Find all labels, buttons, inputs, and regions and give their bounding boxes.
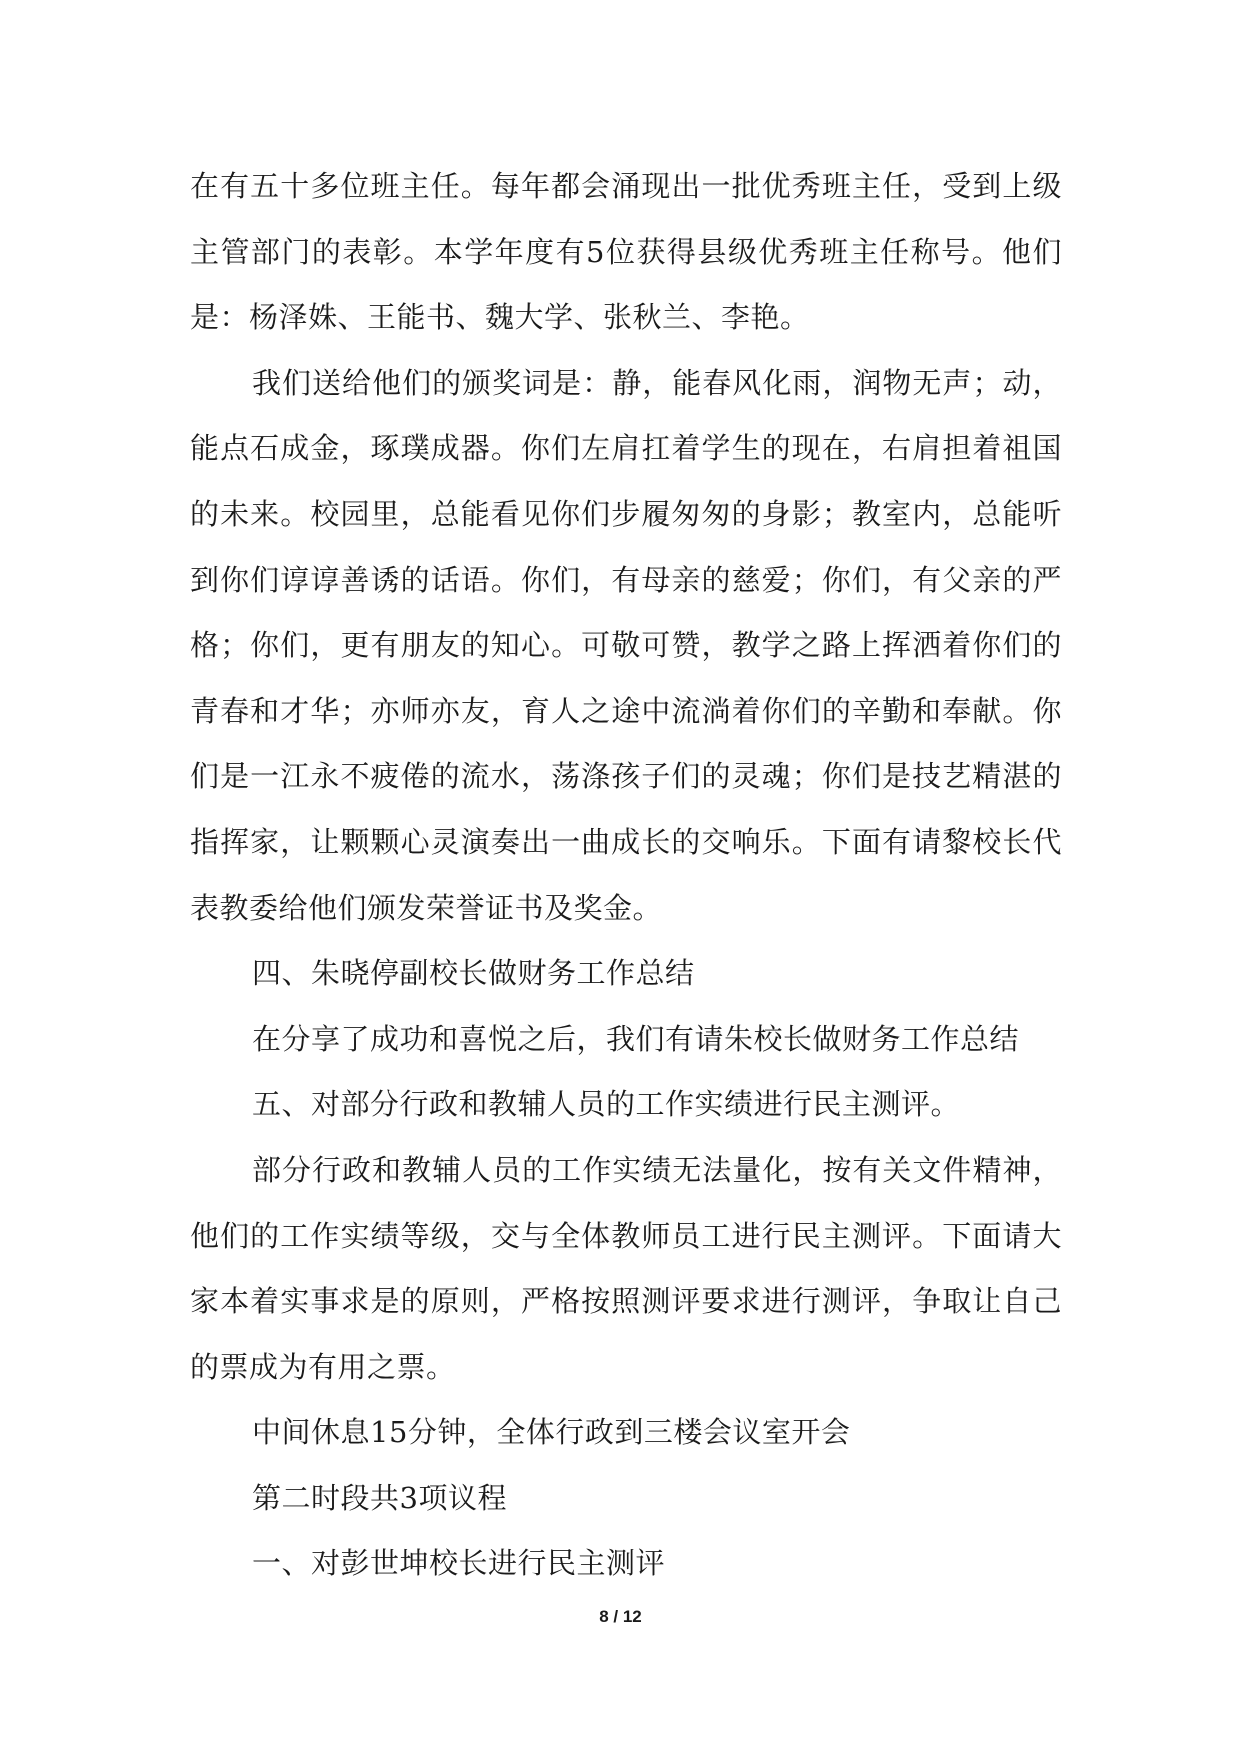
paragraph-second-session: 第二时段共3项议程 [252,1480,507,1515]
paragraph-award-speech: 我们送给他们的颁奖词是：静，能春风化雨，润物无声；动，能点石成金，琢璞成器。你们左肩扛着学生的现在，右肩担着祖国的未来。校园里，总能看见你们步履匆匆的身影；教室内，总能听到你们谆谆善诱的话语。你们，有母亲的慈爱；你们，有父亲的严格；你们，更有朋友的知心。可敬可赞，教学之路上挥洒着你们的青春和才华；亦师亦友，育人之途中流淌着你们的辛勤和奉献。你们是一江永不疲倦的流水，荡涤孩子们的灵魂；你们是技艺精湛的指挥家，让颗颗心灵演奏出一曲成长的交响乐。下面有请黎校长代表教委给他们颁发荣誉证书及奖金。 [190,365,1062,925]
paragraph-break-notice: 中间休息15分钟，全体行政到三楼会议室开会 [252,1415,851,1450]
agenda-item-finance-summary: 四、朱晓停副校长做财务工作总结 [252,956,695,991]
document-body [190,154,1062,1597]
agenda-item-staff-evaluation: 五、对部分行政和教辅人员的工作实绩进行民主测评。 [252,1087,961,1122]
paragraph-evaluation-instructions: 部分行政和教辅人员的工作实绩无法量化，按有关文件精神，他们的工作实绩等级，交与全体教师员工进行民主测评。下面请大家本着实事求是的原则，严格按照测评要求进行测评，争取让自己的票成为有用之票。 [190,1152,1062,1384]
agenda-item-principal-evaluation: 一、对彭世坤校长进行民主测评 [252,1546,666,1581]
paragraph-honoree-list: 在有五十多位班主任。每年都会涌现出一批优秀班主任，受到上级主管部门的表彰。本学年度有5位获得县级优秀班主任称号。他们是：杨泽姝、王能书、魏大学、张秋兰、李艳。 [190,169,1062,335]
paragraph-finance-invite: 在分享了成功和喜悦之后，我们有请朱校长做财务工作总结 [252,1021,1020,1056]
page-number: 8 / 12 [599,1607,642,1626]
